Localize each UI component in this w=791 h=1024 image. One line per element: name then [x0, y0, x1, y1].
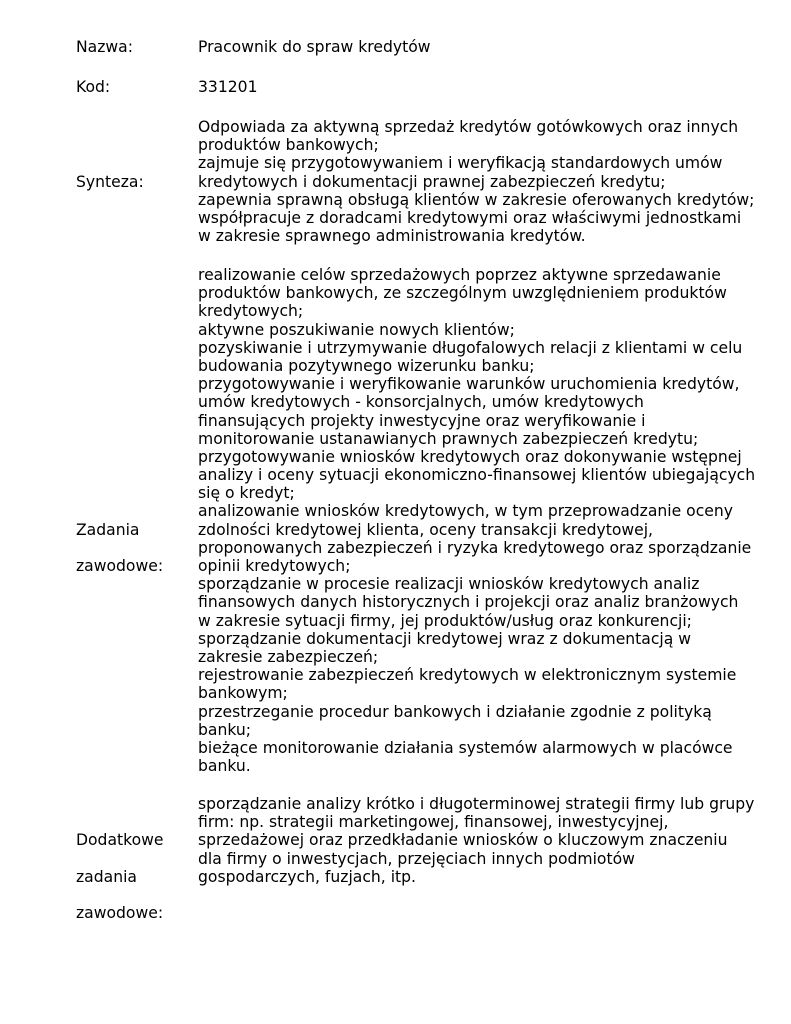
tasks-line: zdolności kredytowej klienta, oceny transakcji kredytowej,: [198, 520, 653, 539]
name-value: Pracownik do spraw kredytów: [198, 38, 431, 56]
tasks-line: przygotowywanie i weryfikowanie warunków uruchomienia kredytów,: [198, 375, 740, 394]
tasks-line: proponowanych zabezpieczeń i ryzyka kredytowego oraz sporządzanie: [198, 538, 752, 557]
synthesis-line: zapewnia sprawną obsługą klientów w zakresie oferowanych kredytów;: [198, 190, 755, 209]
tasks-line: budowania pozytywnego wizerunku banku;: [198, 356, 535, 375]
tasks-label-line: Zadania: [76, 520, 140, 539]
additional-tasks-line: firm: np. strategii marketingowej, finansowej, inwestycyjnej,: [198, 813, 669, 832]
synthesis-line: Odpowiada za aktywną sprzedaż kredytów gotówkowych oraz innych: [198, 118, 739, 136]
tasks-line: banku.: [198, 757, 251, 776]
tasks-line: banku;: [198, 720, 252, 739]
tasks-line: przestrzeganie procedur bankowych i działanie zgodnie z polityką: [198, 702, 712, 721]
name-label: Nazwa:: [76, 38, 133, 56]
synthesis-text: [198, 118, 768, 245]
synthesis-line: w zakresie sprawnego administrowania kredytów.: [198, 227, 586, 246]
tasks-line: opinii kredytowych;: [198, 557, 351, 575]
synthesis-line: produktów bankowych;: [198, 136, 379, 155]
additional-tasks-label-line: zadania: [76, 867, 137, 886]
tasks-label: [76, 503, 191, 594]
tasks-line: umów kredytowych - konsorcjalnych, umów kredytowych: [198, 393, 644, 412]
tasks-line: bankowym;: [198, 684, 288, 703]
tasks-line: kredytowych;: [198, 302, 304, 321]
tasks-line: sporządzanie w procesie realizacji wniosków kredytowych analiz: [198, 575, 700, 594]
code-value: 331201: [198, 78, 258, 96]
tasks-line: rejestrowanie zabezpieczeń kredytowych w elektronicznym systemie: [198, 666, 737, 685]
synthesis-label: Synteza:: [76, 172, 144, 191]
tasks-line: aktywne poszukiwanie nowych klientów;: [198, 320, 515, 339]
tasks-text: [198, 266, 768, 775]
tasks-line: analizowanie wniosków kredytowych, w tym przeprowadzanie oceny: [198, 502, 733, 521]
additional-tasks-label-line: zawodowe:: [76, 904, 164, 923]
tasks-line: monitorowanie ustanawianych prawnych zabezpieczeń kredytu;: [198, 429, 699, 448]
tasks-line: produktów bankowych, ze szczególnym uwzględnieniem produktów: [198, 284, 727, 303]
synthesis-line: kredytowych i dokumentacji prawnej zabezpieczeń kredytu;: [198, 172, 666, 191]
additional-tasks-line: dla firmy o inwestycjach, przejęciach innych podmiotów: [198, 849, 635, 868]
synthesis-line: zajmuje się przygotowywaniem i weryfikacją standardowych umów: [198, 154, 723, 173]
tasks-line: sporządzanie dokumentacji kredytowej wraz z dokumentacją w: [198, 629, 692, 648]
additional-tasks-line: sporządzanie analizy krótko i długoterminowej strategii firmy lub grupy: [198, 795, 755, 813]
additional-tasks-label: [76, 813, 191, 940]
tasks-line: finansowych danych historycznych i projekcji oraz analiz branżowych: [198, 593, 739, 612]
additional-tasks-line: gospodarczych, fuzjach, itp.: [198, 867, 417, 886]
tasks-line: przygotowywanie wniosków kredytowych oraz dokonywanie wstępnej: [198, 447, 742, 466]
tasks-line: się o kredyt;: [198, 484, 295, 503]
additional-tasks-line: sprzedażowej oraz przedkładanie wniosków o kluczowym znaczeniu: [198, 831, 728, 850]
additional-tasks-text: [198, 795, 768, 886]
additional-tasks-label-line: Dodatkowe: [76, 831, 164, 850]
tasks-line: bieżące monitorowanie działania systemów alarmowych w placówce: [198, 738, 733, 757]
tasks-line: analizy i oceny sytuacji ekonomiczno-finansowej klientów ubiegających: [198, 466, 756, 485]
tasks-line: zakresie zabezpieczeń;: [198, 647, 379, 666]
synthesis-line: współpracuje z doradcami kredytowymi oraz właściwymi jednostkami: [198, 208, 742, 227]
tasks-line: finansujących projekty inwestycyjne oraz weryfikowanie i: [198, 411, 646, 430]
tasks-line: pozyskiwanie i utrzymywanie długofalowych relacji z klientami w celu: [198, 338, 743, 357]
tasks-line: realizowanie celów sprzedażowych poprzez aktywne sprzedawanie: [198, 266, 721, 284]
tasks-line: w zakresie sytuacji firmy, jej produktów/usług oraz konkurencji;: [198, 611, 692, 630]
tasks-label-line: zawodowe:: [76, 557, 164, 576]
code-label: Kod:: [76, 78, 111, 96]
